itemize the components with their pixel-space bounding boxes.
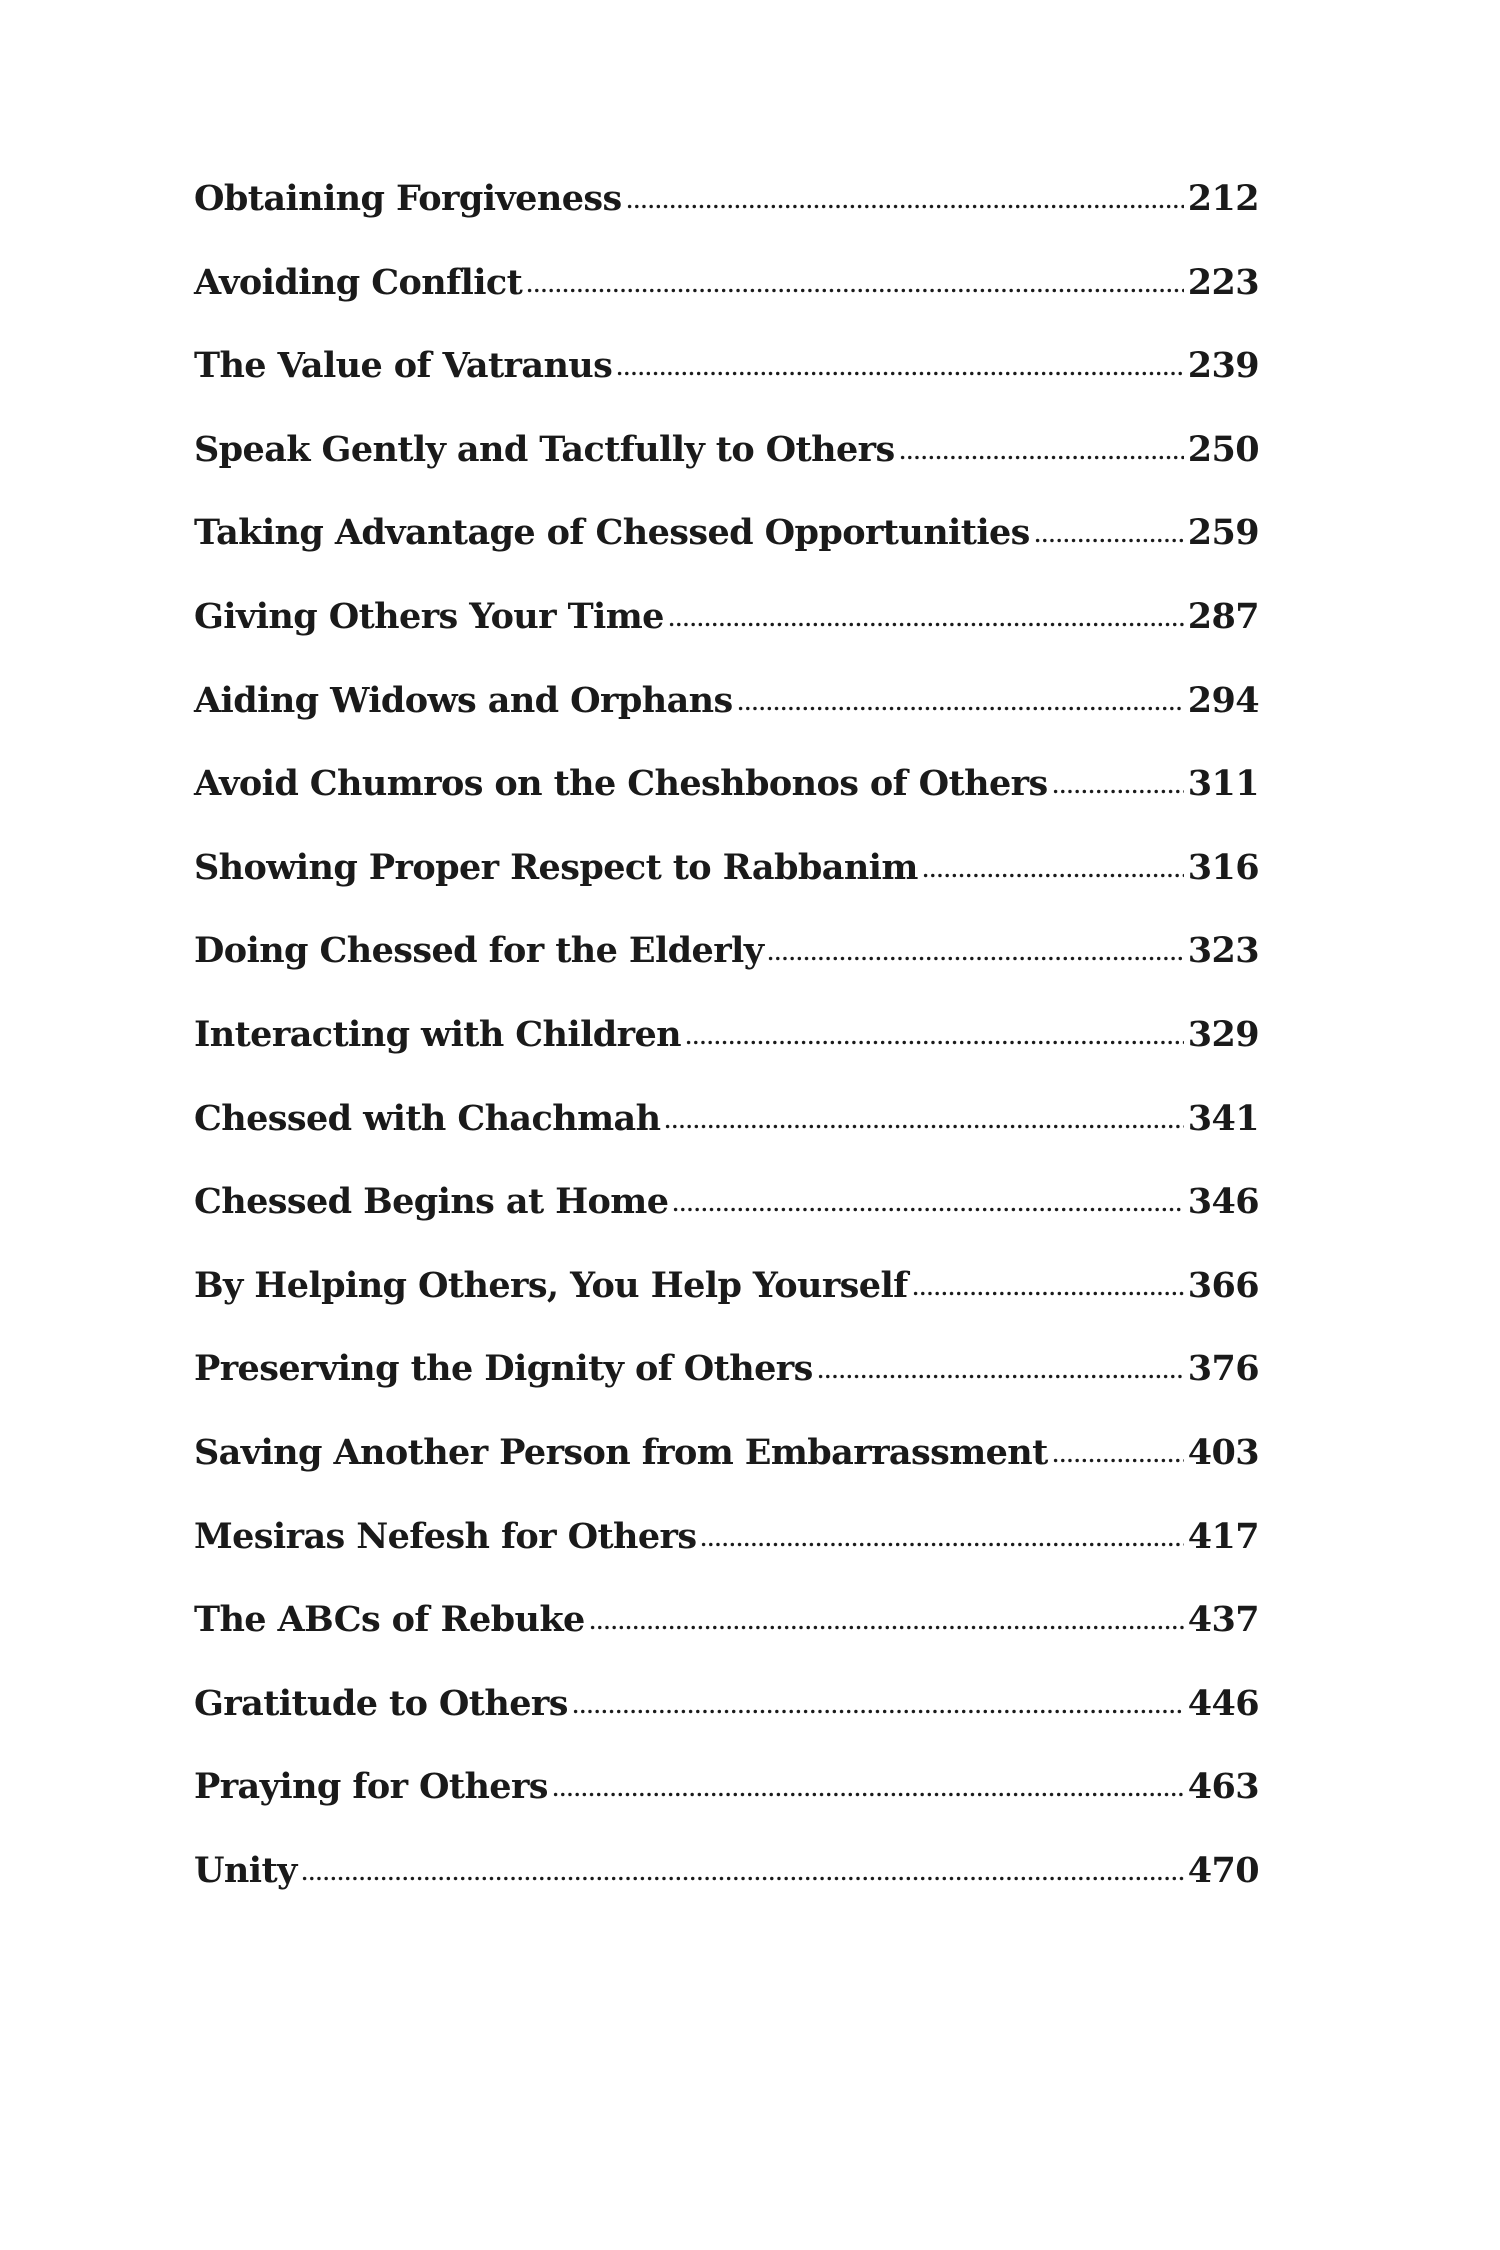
toc-entry-page: 323 (1187, 930, 1259, 972)
toc-entry-page: 329 (1187, 1013, 1259, 1055)
toc-entry-page: 346 (1187, 1181, 1259, 1223)
toc-entry-page: 470 (1187, 1849, 1259, 1891)
toc-entry[interactable] (194, 1265, 1259, 1349)
toc-entry[interactable] (194, 512, 1259, 596)
dot-leader (1052, 789, 1184, 794)
toc-entry[interactable] (194, 1766, 1259, 1850)
dot-leader (700, 1542, 1183, 1547)
toc-entry-title: Unity (194, 1849, 297, 1891)
toc-entry[interactable] (194, 1432, 1259, 1516)
toc-entry-title: Gratitude to Others (194, 1682, 568, 1724)
toc-entry-title: Avoiding Conflict (194, 261, 523, 303)
toc-entry-title: Doing Chessed for the Elderly (194, 930, 764, 972)
toc-entry-page: 463 (1187, 1766, 1259, 1808)
toc-entry-page: 437 (1187, 1599, 1259, 1641)
toc-entry-page: 239 (1187, 345, 1259, 387)
toc-entry-title: The ABCs of Rebuke (194, 1599, 585, 1641)
toc-entry[interactable] (194, 930, 1259, 1014)
toc-entry-title: Showing Proper Respect to Rabbanim (194, 846, 918, 888)
toc-entry-title: Interacting with Children (194, 1013, 681, 1055)
dot-leader (737, 706, 1184, 711)
toc-entry-title: Taking Advantage of Chessed Opportunities (194, 512, 1030, 554)
toc-entry-page: 316 (1187, 846, 1259, 888)
toc-entry-page: 223 (1187, 261, 1259, 303)
toc-entry-page: 287 (1187, 595, 1259, 637)
dot-leader (912, 1291, 1184, 1296)
toc-entry[interactable] (194, 178, 1259, 262)
dot-leader (1052, 1458, 1184, 1463)
toc-entry-page: 294 (1187, 679, 1259, 721)
toc-entry-page: 366 (1187, 1264, 1259, 1306)
toc-entry-page: 446 (1187, 1682, 1259, 1724)
dot-leader (589, 1625, 1184, 1630)
dot-leader (301, 1876, 1184, 1881)
toc-entry-title: Avoid Chumros on the Cheshbonos of Others (194, 763, 1048, 805)
toc-entry[interactable] (194, 1683, 1259, 1767)
toc-entry[interactable] (194, 1098, 1259, 1182)
toc-entry-title: Chessed with Chachmah (194, 1097, 661, 1139)
toc-entry-title: By Helping Others, You Help Yourself (194, 1264, 908, 1306)
toc-entry-page: 250 (1187, 428, 1259, 470)
toc-entry[interactable] (194, 1599, 1259, 1683)
toc-entry[interactable] (194, 1850, 1259, 1934)
toc-entry[interactable] (194, 345, 1259, 429)
toc-entry[interactable] (194, 847, 1259, 931)
toc-entry-title: The Value of Vatranus (194, 345, 613, 387)
toc-entry-title: Speak Gently and Tactfully to Others (194, 428, 895, 470)
dot-leader (767, 956, 1183, 961)
dot-leader (922, 873, 1184, 878)
toc-entry-title: Chessed Begins at Home (194, 1181, 669, 1223)
toc-entry[interactable] (194, 1348, 1259, 1432)
toc-entry[interactable] (194, 1516, 1259, 1600)
toc-entry-title: Obtaining Forgiveness (194, 178, 622, 219)
dot-leader (899, 455, 1184, 460)
toc-entry-page: 259 (1187, 512, 1259, 554)
toc-entry[interactable] (194, 596, 1259, 680)
dot-leader (668, 622, 1184, 627)
toc-entry[interactable] (194, 262, 1259, 346)
dot-leader (552, 1792, 1184, 1797)
toc-entry[interactable] (194, 763, 1259, 847)
toc-entry-page: 417 (1187, 1515, 1259, 1557)
toc-entry[interactable] (194, 680, 1259, 764)
toc-entry[interactable] (194, 1014, 1259, 1098)
toc-entry-page: 376 (1187, 1348, 1259, 1390)
dot-leader (664, 1124, 1183, 1129)
toc-entry-title: Giving Others Your Time (194, 595, 664, 637)
toc-entry-page: 212 (1187, 178, 1259, 219)
toc-entry-page: 341 (1187, 1097, 1259, 1139)
table-of-contents (194, 178, 1259, 1933)
toc-entry-page: 311 (1187, 763, 1259, 805)
dot-leader (685, 1040, 1184, 1045)
toc-entry-title: Mesiras Nefesh for Others (194, 1515, 697, 1557)
toc-entry[interactable] (194, 429, 1259, 513)
toc-entry-page: 403 (1187, 1431, 1259, 1473)
dot-leader (616, 371, 1183, 376)
dot-leader (672, 1207, 1183, 1212)
toc-entry-title: Preserving the Dignity of Others (194, 1348, 813, 1390)
dot-leader (817, 1374, 1184, 1379)
toc-entry[interactable] (194, 1181, 1259, 1265)
dot-leader (572, 1709, 1184, 1714)
toc-entry-title: Praying for Others (194, 1766, 548, 1808)
dot-leader (526, 288, 1184, 293)
toc-entry-title: Aiding Widows and Orphans (194, 679, 733, 721)
dot-leader (1034, 538, 1184, 543)
dot-leader (626, 204, 1184, 209)
toc-entry-title: Saving Another Person from Embarrassment (194, 1431, 1048, 1473)
